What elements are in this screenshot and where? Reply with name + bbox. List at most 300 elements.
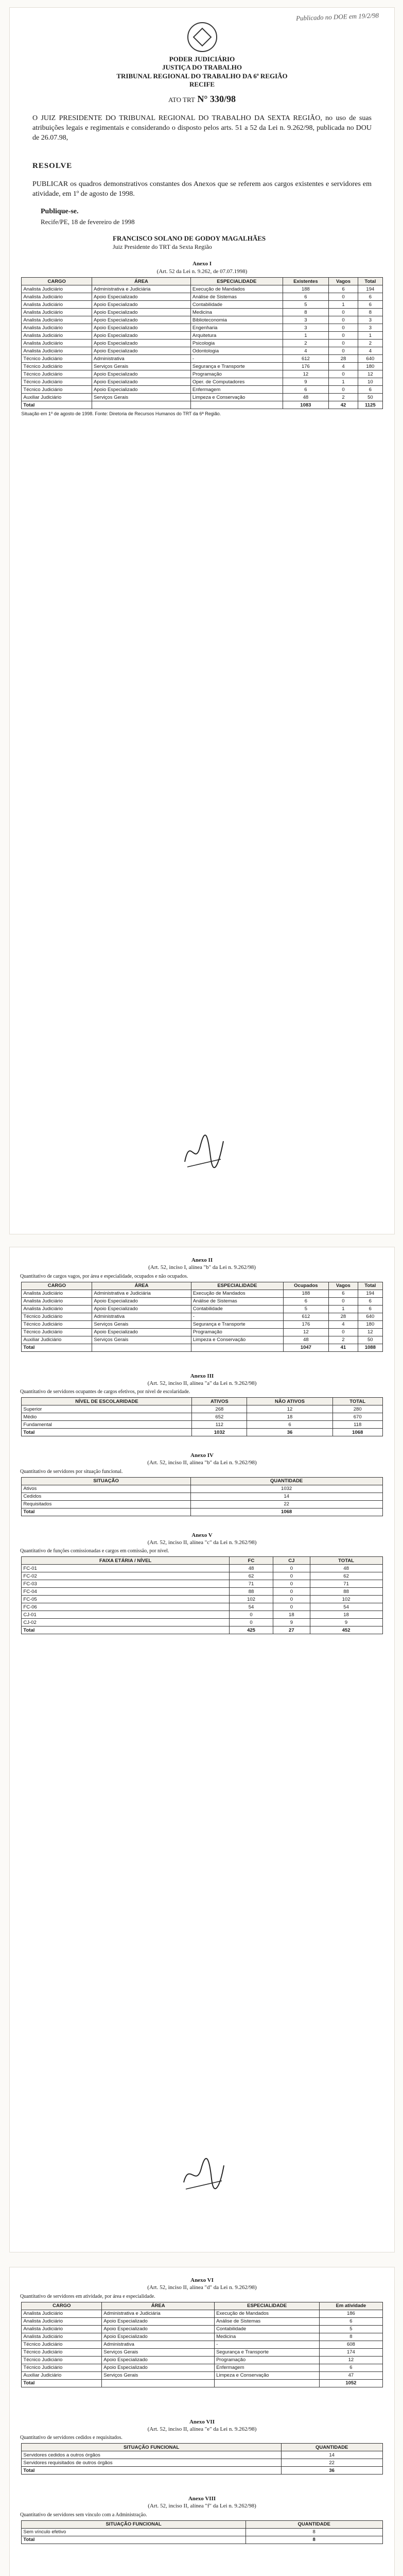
annex8-heading <box>10 2495 394 2510</box>
table-cell: Serviços Gerais <box>92 1320 191 1328</box>
signature-scribble-icon <box>180 1131 226 1172</box>
table-cell: Serviços Gerais <box>92 394 191 401</box>
annex1-subtitle: (Art. 52 da Lei n. 9.262, de 07.07.1998) <box>156 268 248 275</box>
letterhead-line-4: RECIFE <box>189 80 215 88</box>
table-cell: Técnico Judiciário <box>22 363 92 370</box>
resolve-heading: RESOLVE <box>32 161 73 170</box>
table-cell: 5 <box>320 2325 382 2333</box>
table-row <box>22 324 382 332</box>
table-cell: 9 <box>310 1619 382 1626</box>
table-cell: 612 <box>284 1313 329 1320</box>
table-row <box>22 2325 382 2333</box>
table-cell: Cedidos <box>22 1493 190 1500</box>
table-cell: Apoio Especializado <box>92 309 191 316</box>
annex5-description: Quantitativo de funções comissionadas e cargos em comissão, por nível. <box>20 1548 169 1554</box>
table-cell: Apoio Especializado <box>92 1305 191 1313</box>
table-row <box>22 363 382 370</box>
table-cell: 640 <box>358 355 382 363</box>
table-cell: 0 <box>328 370 358 378</box>
table-cell: Total <box>22 401 92 409</box>
table-cell: 8 <box>246 2536 382 2544</box>
table-cell: 9 <box>273 1619 310 1626</box>
table-cell: 48 <box>284 1336 329 1344</box>
table-cell: Biblioteconomia <box>190 316 283 324</box>
table-cell: 14 <box>190 1493 382 1500</box>
annex2-subtitle: (Art. 52, inciso I, alínea "b" da Lei n. 9.262/98) <box>148 1264 256 1271</box>
table-cell: 8 <box>283 309 328 316</box>
table-cell: 3 <box>283 316 328 324</box>
table-row <box>22 293 382 301</box>
act-number <box>10 94 394 105</box>
table-cell: Administrativa <box>92 355 191 363</box>
table-row <box>22 1336 382 1344</box>
table-cell: 6 <box>283 293 328 301</box>
table-cell: 27 <box>273 1626 310 1634</box>
annex5-title: Anexo V <box>191 1532 213 1538</box>
table-cell: 180 <box>358 363 382 370</box>
table-cell: Técnico Judiciário <box>22 355 92 363</box>
column-header: Vagos <box>328 1282 358 1290</box>
table-cell: Segurança e Transporte <box>191 1320 283 1328</box>
table-row <box>22 1421 382 1429</box>
table-cell: Serviços Gerais <box>102 2348 215 2356</box>
table-cell: 36 <box>247 1429 333 1436</box>
annex6-table <box>21 2302 382 2387</box>
table-cell: Apoio Especializado <box>92 1328 191 1336</box>
table-row <box>22 1611 382 1619</box>
table-cell: Técnico Judiciário <box>22 1328 92 1336</box>
table-cell: Programação <box>215 2356 320 2364</box>
table-cell: Analista Judiciário <box>22 2333 102 2341</box>
table-cell: 1032 <box>190 1485 382 1493</box>
table-cell: CJ-01 <box>22 1611 229 1619</box>
table-cell: Analista Judiciário <box>22 301 92 309</box>
annex7-subtitle: (Art. 52, inciso II, alínea "e" da Lei n. 9.262/98) <box>147 2426 257 2432</box>
table-cell <box>92 401 191 409</box>
column-header: CARGO <box>22 278 92 285</box>
annex4-title: Anexo IV <box>190 1452 214 1459</box>
table-cell: Total <box>22 1344 92 1351</box>
table-cell: Serviços Gerais <box>92 363 191 370</box>
table-row <box>22 2310 382 2317</box>
table-cell: 2 <box>358 340 382 347</box>
table-row <box>22 1313 382 1320</box>
table-cell: Apoio Especializado <box>92 340 191 347</box>
table-row <box>22 1493 382 1500</box>
table-header-row <box>22 1398 382 1405</box>
table-cell: 1 <box>328 301 358 309</box>
table-row <box>22 355 382 363</box>
table-cell: Técnico Judiciário <box>22 370 92 378</box>
table-row <box>22 2364 382 2371</box>
table-cell: Medicina <box>190 309 283 316</box>
table-cell: Auxiliar Judiciário <box>22 394 92 401</box>
table-cell: 9 <box>283 378 328 386</box>
table-header-row <box>22 2302 382 2310</box>
table-cell: Segurança e Transporte <box>215 2348 320 2356</box>
table-cell: Analista Judiciário <box>22 2310 102 2317</box>
table-cell: Analista Judiciário <box>22 309 92 316</box>
column-header: ÁREA <box>102 2302 215 2310</box>
table-row <box>22 1485 382 1493</box>
table-cell: 0 <box>328 332 358 340</box>
table-cell: - <box>190 355 283 363</box>
annex3-heading <box>10 1372 394 1387</box>
table-cell: 452 <box>310 1626 382 1634</box>
annex5-heading <box>10 1532 394 1547</box>
table-cell: 12 <box>247 1405 333 1413</box>
table-cell: Apoio Especializado <box>92 301 191 309</box>
table-cell: FC-06 <box>22 1603 229 1611</box>
column-header: SITUAÇÃO FUNCIONAL <box>22 2444 281 2451</box>
table-cell: Técnico Judiciário <box>22 2364 102 2371</box>
table-cell: Servidores cedidos a outros órgãos <box>22 2451 281 2459</box>
table-cell: Técnico Judiciário <box>22 386 92 394</box>
table-cell: Apoio Especializado <box>92 347 191 355</box>
table-row <box>22 1429 382 1436</box>
table-cell: Apoio Especializado <box>102 2317 215 2325</box>
annex3-subtitle: (Art. 52, inciso II, alínea "a" da Lei n. 9.262/98) <box>147 1380 257 1386</box>
table-cell: Execução de Mandados <box>215 2310 320 2317</box>
table-cell: 28 <box>328 355 358 363</box>
table-cell: 176 <box>283 363 328 370</box>
table-cell: Apoio Especializado <box>102 2333 215 2341</box>
table-cell: 0 <box>328 316 358 324</box>
table-cell: 42 <box>328 401 358 409</box>
table-cell: Analista Judiciário <box>22 316 92 324</box>
table-cell: Execução de Mandados <box>190 285 283 293</box>
table-row <box>22 386 382 394</box>
annex4-description: Quantitativo de servidores por situação funcional. <box>20 1468 123 1475</box>
table-cell: Limpeza e Conservação <box>191 1336 283 1344</box>
act-number-value: N° 330/98 <box>197 94 236 104</box>
table-cell: 12 <box>320 2356 382 2364</box>
table-cell: 640 <box>358 1313 383 1320</box>
table-row <box>22 1588 382 1596</box>
table-cell: Auxiliar Judiciário <box>22 1336 92 1344</box>
table-row <box>22 2528 382 2536</box>
table-row <box>22 332 382 340</box>
table-cell: 88 <box>229 1588 273 1596</box>
column-header: ESPECIALIDADE <box>191 1282 283 1290</box>
column-header: TOTAL <box>310 1557 382 1565</box>
table-cell: Superior <box>22 1405 192 1413</box>
table-cell: Execução de Mandados <box>191 1290 283 1297</box>
table-cell: 8 <box>320 2333 382 2341</box>
table-cell: 1125 <box>358 401 382 409</box>
table-cell: 22 <box>190 1500 382 1508</box>
table-cell: 6 <box>328 1290 358 1297</box>
table-cell: FC-05 <box>22 1596 229 1603</box>
table-cell: 6 <box>358 293 382 301</box>
table-cell: Ativos <box>22 1485 190 1493</box>
table-cell: 4 <box>283 347 328 355</box>
table-row <box>22 1500 382 1508</box>
table-cell: Arquitetura <box>190 332 283 340</box>
column-header: TOTAL <box>332 1398 382 1405</box>
document-page-2 <box>9 1247 395 2252</box>
table-row <box>22 2333 382 2341</box>
column-header: NÍVEL DE ESCOLARIDADE <box>22 1398 192 1405</box>
signature-scribble-icon <box>180 2154 226 2195</box>
table-row <box>22 309 382 316</box>
table-cell: 1068 <box>332 1429 382 1436</box>
table-row <box>22 2317 382 2325</box>
table-cell: Administrativa <box>92 1313 191 1320</box>
table-cell: 425 <box>229 1626 273 1634</box>
table-row <box>22 1344 382 1351</box>
table-cell: Administrativa e Judiciária <box>92 285 191 293</box>
table-cell: Apoio Especializado <box>102 2364 215 2371</box>
table-cell: Limpeza e Conservação <box>215 2371 320 2379</box>
table-cell: 188 <box>284 1290 329 1297</box>
table-cell: 12 <box>358 1328 383 1336</box>
column-header: FC <box>229 1557 273 1565</box>
annex1-heading <box>10 260 394 275</box>
table-cell: Analista Judiciário <box>22 293 92 301</box>
table-cell: 0 <box>273 1565 310 1572</box>
table-cell: 1 <box>328 1305 358 1313</box>
table-cell: 6 <box>358 1297 383 1305</box>
table-row <box>22 1619 382 1626</box>
annex5-table <box>21 1556 382 1634</box>
table-cell: 176 <box>284 1320 329 1328</box>
table-header-row <box>22 2520 382 2528</box>
coat-of-arms-icon <box>187 22 217 52</box>
handwritten-note: Publicado no DOE em 19/2/98 <box>295 11 379 22</box>
table-cell: Técnico Judiciário <box>22 378 92 386</box>
table-cell: 48 <box>229 1565 273 1572</box>
table-cell: Programação <box>190 370 283 378</box>
table-row <box>22 1305 382 1313</box>
table-cell: Analista Judiciário <box>22 324 92 332</box>
table-row <box>22 347 382 355</box>
annex2-heading <box>10 1257 394 1272</box>
table-cell: 14 <box>281 2451 382 2459</box>
table-cell: Apoio Especializado <box>92 293 191 301</box>
column-header: Em atividade <box>320 2302 382 2310</box>
table-cell: 2 <box>283 340 328 347</box>
table-cell: Limpeza e Conservação <box>190 394 283 401</box>
table-cell: 48 <box>310 1565 382 1572</box>
table-cell: Auxiliar Judiciário <box>22 2371 102 2379</box>
annex8-description: Quantitativo de servidores sem vínculo com a Administração. <box>20 2512 147 2518</box>
publication-block <box>41 206 363 227</box>
table-cell: Enfermagem <box>215 2364 320 2371</box>
table-cell: 0 <box>273 1596 310 1603</box>
table-row <box>22 316 382 324</box>
table-cell <box>92 1344 191 1351</box>
table-cell: 50 <box>358 1336 383 1344</box>
signer-name: FRANCISCO SOLANO DE GODOY MAGALHÃES <box>113 234 266 242</box>
table-header-row <box>22 1557 382 1565</box>
annex6-description: Quantitativo de servidores em atividade, por área e especialidade. <box>20 2293 155 2299</box>
table-cell: 1 <box>358 332 382 340</box>
table-row <box>22 378 382 386</box>
table-cell: Apoio Especializado <box>92 386 191 394</box>
table-cell: 0 <box>273 1580 310 1588</box>
table-cell: 1 <box>328 378 358 386</box>
column-header: SITUAÇÃO <box>22 1477 190 1485</box>
table-cell: Total <box>22 1508 190 1516</box>
table-row <box>22 1328 382 1336</box>
table-cell: FC-01 <box>22 1565 229 1572</box>
document-page-3 <box>9 2267 395 2576</box>
table-cell: Apoio Especializado <box>92 378 191 386</box>
table-cell: 6 <box>358 301 382 309</box>
table-cell: 112 <box>192 1421 247 1429</box>
table-row <box>22 301 382 309</box>
annex6-subtitle: (Art. 52, inciso II, alínea "d" da Lei n. 9.262/98) <box>147 2284 257 2291</box>
table-cell: Programação <box>191 1328 283 1336</box>
table-cell: 71 <box>229 1580 273 1588</box>
table-cell: 6 <box>320 2364 382 2371</box>
table-cell: 174 <box>320 2348 382 2356</box>
table-cell: Odontologia <box>190 347 283 355</box>
table-row <box>22 394 382 401</box>
table-cell: 47 <box>320 2371 382 2379</box>
table-cell: Analista Judiciário <box>22 1297 92 1305</box>
annex2-table <box>21 1282 382 1352</box>
table-cell: 0 <box>328 1328 358 1336</box>
table-cell: Servidores requisitados de outros órgãos <box>22 2459 281 2467</box>
table-cell: 1083 <box>283 401 328 409</box>
column-header: Existentes <box>283 278 328 285</box>
table-cell: FC-03 <box>22 1580 229 1588</box>
column-header: ATIVOS <box>192 1398 247 1405</box>
table-cell: 8 <box>358 309 382 316</box>
table-cell: 0 <box>229 1619 273 1626</box>
table-cell: Administrativa e Judiciária <box>92 1290 191 1297</box>
table-cell: Contabilidade <box>190 301 283 309</box>
annex4-heading <box>10 1452 394 1467</box>
table-cell: 0 <box>229 1611 273 1619</box>
table-cell: 18 <box>310 1611 382 1619</box>
table-row <box>22 1603 382 1611</box>
table-row <box>22 1596 382 1603</box>
table-cell: Técnico Judiciário <box>22 2356 102 2364</box>
annex6-heading <box>10 2277 394 2292</box>
table-cell: 0 <box>328 293 358 301</box>
table-cell: Oper. de Computadores <box>190 378 283 386</box>
place-date: Recife/PE, 18 de fevereiro de 1998 <box>41 218 135 226</box>
table-cell: Análise de Sistemas <box>190 293 283 301</box>
table-row <box>22 2348 382 2356</box>
table-cell: Requisitados <box>22 1500 190 1508</box>
signer-title: Juiz Presidente do TRT da Sexta Região <box>113 243 212 250</box>
column-header: ÁREA <box>92 1282 191 1290</box>
column-header: QUANTIDADE <box>190 1477 382 1485</box>
letterhead-line-3: TRIBUNAL REGIONAL DO TRABALHO DA 6ª REGIÃO <box>116 72 288 80</box>
table-cell: 0 <box>328 347 358 355</box>
annex8-title: Anexo VIII <box>188 2496 216 2502</box>
table-cell: 0 <box>273 1572 310 1580</box>
table-cell: 2 <box>328 1336 358 1344</box>
table-cell: 54 <box>229 1603 273 1611</box>
table-cell: Medicina <box>215 2333 320 2341</box>
table-cell: 102 <box>229 1596 273 1603</box>
table-row <box>22 1580 382 1588</box>
letterhead-line-2: JUSTIÇA DO TRABALHO <box>162 63 242 72</box>
table-cell: 102 <box>310 1596 382 1603</box>
table-cell: Análise de Sistemas <box>215 2317 320 2325</box>
table-cell: 6 <box>358 386 382 394</box>
table-cell: 12 <box>358 370 382 378</box>
column-header: Total <box>358 1282 383 1290</box>
table-cell: 0 <box>328 309 358 316</box>
table-cell: 194 <box>358 285 382 293</box>
letterhead <box>10 55 394 89</box>
table-cell: Análise de Sistemas <box>191 1297 283 1305</box>
table-row <box>22 370 382 378</box>
resolve-paragraph: PUBLICAR os quadros demonstrativos constantes dos Anexos que se referem aos cargos existentes e servidores em atividade, em 1º de agosto de 1998. <box>32 180 372 198</box>
table-cell: 6 <box>328 285 358 293</box>
document-page-1 <box>9 7 395 1234</box>
column-header: ESPECIALIDADE <box>190 278 283 285</box>
table-cell: Apoio Especializado <box>92 332 191 340</box>
table-cell: 3 <box>358 316 382 324</box>
annex3-title: Anexo III <box>190 1372 214 1379</box>
table-cell: 0 <box>328 324 358 332</box>
table-cell: Total <box>22 1626 229 1634</box>
table-cell: Apoio Especializado <box>102 2325 215 2333</box>
act-label: ATO TRT <box>168 96 195 104</box>
table-row <box>22 2356 382 2364</box>
table-cell: 71 <box>310 1580 382 1588</box>
table-row <box>22 1290 382 1297</box>
column-header: SITUAÇÃO FUNCIONAL <box>22 2520 246 2528</box>
table-cell: Analista Judiciário <box>22 347 92 355</box>
annex8-table <box>21 2520 382 2544</box>
annex3-table <box>21 1397 382 1436</box>
annex4-subtitle: (Art. 52, inciso II, alínea "b" da Lei n. 9.262/98) <box>147 1460 257 1466</box>
table-cell: Analista Judiciário <box>22 2325 102 2333</box>
table-row <box>22 1405 382 1413</box>
table-cell: 10 <box>358 378 382 386</box>
table-cell: Total <box>22 2536 246 2544</box>
table-header-row <box>22 1477 382 1485</box>
table-header-row <box>22 278 382 285</box>
table-header-row <box>22 1282 382 1290</box>
table-cell: Psicologia <box>190 340 283 347</box>
table-cell: 6 <box>247 1421 333 1429</box>
annex6-title: Anexo VI <box>190 2277 214 2283</box>
table-cell: Total <box>22 1429 192 1436</box>
publique-text: Publique-se. <box>41 208 79 216</box>
table-cell: 180 <box>358 1320 383 1328</box>
annex1-title: Anexo I <box>192 261 212 267</box>
table-cell: Total <box>22 2379 102 2387</box>
column-header: QUANTIDADE <box>246 2520 382 2528</box>
annex3-description: Quantitativo de servidores ocupantes de cargos efetivos, por nível de escolaridade. <box>20 1389 190 1395</box>
annex7-table <box>21 2443 382 2475</box>
table-row <box>22 1572 382 1580</box>
table-row <box>22 2341 382 2348</box>
table-cell: 0 <box>273 1588 310 1596</box>
table-cell: Engenharia <box>190 324 283 332</box>
table-cell: Segurança e Transporte <box>190 363 283 370</box>
table-cell: 0 <box>328 1297 358 1305</box>
intro-paragraph: O JUIZ PRESIDENTE DO TRIBUNAL REGIONAL DO TRABALHO DA SEXTA REGIÃO, no uso de suas atribuições legais e regimentais e considerando o disposto pelos arts. 51 a 52 da Lei n. 9.262/98, publicada no DOU de 26.07.98, <box>32 114 372 142</box>
table-cell: - <box>191 1313 283 1320</box>
table-cell: 4 <box>328 363 358 370</box>
column-header: Ocupados <box>284 1282 329 1290</box>
table-cell: 4 <box>328 1320 358 1328</box>
table-cell: 8 <box>246 2528 382 2536</box>
annex1-table <box>21 277 382 409</box>
table-cell: 3 <box>358 324 382 332</box>
table-cell: 670 <box>332 1413 382 1421</box>
